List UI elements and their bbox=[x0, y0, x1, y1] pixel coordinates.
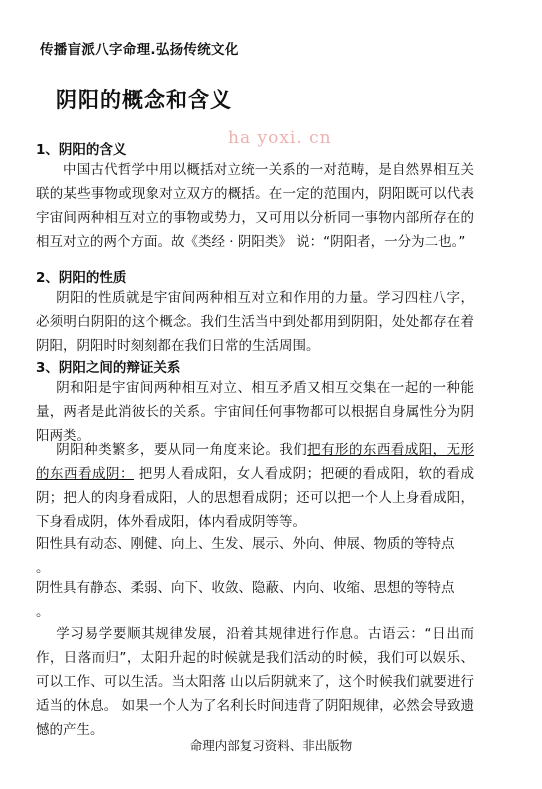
section-heading-dialectic: 3、阴阳之间的辩证关系 bbox=[36, 360, 181, 376]
yang-traits-end: 。 bbox=[36, 560, 50, 576]
footer-note: 命理内部复习资料、非出版物 bbox=[189, 738, 353, 753]
yin-traits-end: 。 bbox=[36, 604, 50, 620]
classification-intro: 阴阳种类繁多，要从同一角度来论。我们 bbox=[56, 442, 308, 458]
classification-underlined: 把有形的东西看成阳，无形的东西看成阴： bbox=[36, 442, 475, 482]
yang-traits: 阳性具有动态、刚健、向上、生发、展示、外向、伸展、物质的等特点 bbox=[36, 536, 455, 552]
section-heading-nature: 2、阴阳的性质 bbox=[36, 270, 127, 286]
closing-paragraph: 学习易学要顺其规律发展，沿着其规律进行作息。古语云：“日出而作，日落而归”，太阳升起的时候就是我们活动的时候，我们可以娱乐、可以工作、可以生活。当太阳落 山以后阴就来了，这个时候我们就要进行适当的休息。 如果一个人为了名利长时间违背了阴阳规律，必然会导致遗憾的产生。 bbox=[36, 626, 474, 738]
section-heading-meaning: 1、阴阳的含义 bbox=[36, 142, 127, 158]
section-paragraph-nature: 阴阳的性质就是宇宙间两种相互对立和作用的力量。学习四柱八字，必须明白阴阳的这个概念。我们生活当中到处都用到阴阳，处处都存在着阴阳，阴阳时时刻刻都在我们日常的生活周围。 bbox=[36, 290, 474, 354]
section-paragraph-meaning: 中国古代哲学中用以概括对立统一关系的一对范畴，是自然界相互关联的某些事物或现象对立双方的概括。在一定的范围内，阴阳既可以代表宇宙间两种相互对立的事物或势力，又可用以分析同一事物内部所存在的相互对立的两个方面。故《类经 · 阴阳类》 说：“阴阳者，一分为二也。” bbox=[36, 162, 474, 250]
classification-rest: 把男人看成阳，女人看成阴；把硬的看成阳，软的看成阴；把人的肉身看成阳，人的思想看成阴；还可以把一个人上身看成阳，下身看成阴，体外看成阳，体内看成阴等等。 bbox=[36, 466, 474, 530]
watermark: ha yoxi. cn bbox=[228, 128, 332, 148]
header-slogan: 传播盲派八字命理.弘扬传统文化 bbox=[40, 42, 239, 58]
yin-traits: 阴性具有静态、柔弱、向下、收敛、隐蔽、内向、收缩、思想的等特点 bbox=[36, 580, 455, 596]
classification-paragraph bbox=[36, 438, 474, 534]
section-paragraph-dialectic: 阴和阳是宇宙间两种相互对立、相互矛盾又相互交集在一起的一种能量，两者是此消彼长的关系。宇宙间任何事物都可以根据自身属性分为阴阳两类。 bbox=[36, 380, 474, 444]
page-title: 阴阳的概念和含义 bbox=[56, 88, 232, 112]
